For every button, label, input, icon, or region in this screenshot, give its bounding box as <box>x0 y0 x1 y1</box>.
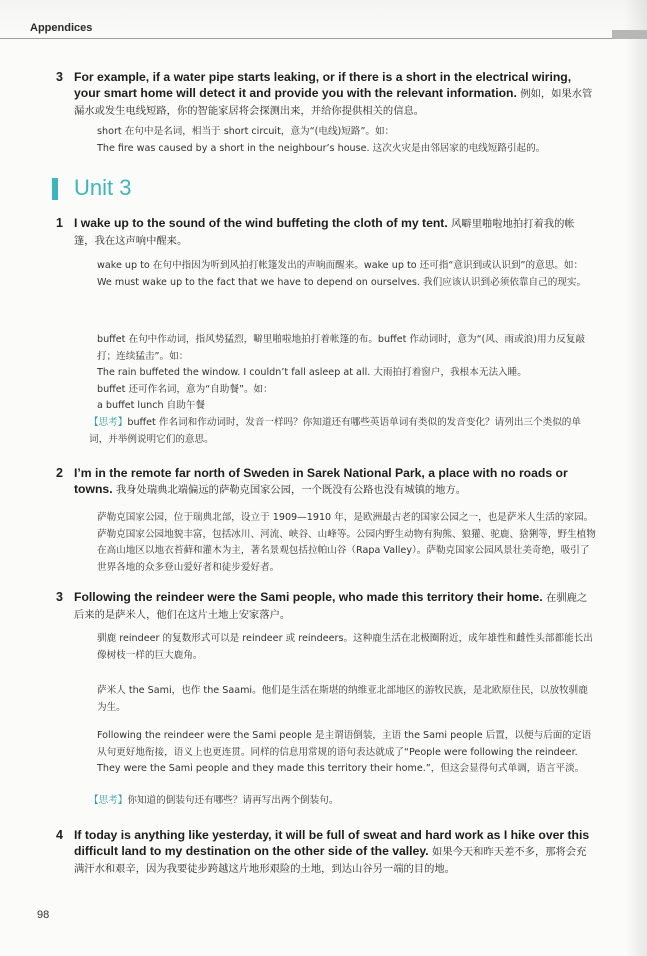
note-example: We must wake up to the fact that we have to depend on ourselves. 我们应该认识到必须依靠自己的现实。 <box>97 276 587 288</box>
key-sentence <box>74 465 594 498</box>
note-block <box>97 332 597 415</box>
think-block <box>89 793 597 810</box>
think-label: 【思考】 <box>89 795 128 806</box>
note-example: a buffet lunch 自助午餐 <box>97 400 206 411</box>
think-block <box>89 415 597 448</box>
page-top-band <box>0 0 647 40</box>
note-block <box>97 258 597 291</box>
sentence-cn: 我身处瑞典北端偏远的萨勒克国家公园，一个既没有公路也没有城镇的地方。 <box>115 484 467 496</box>
note-paragraph: 驯鹿 reindeer 的复数形式可以是 reindeer 或 reindeers。这种鹿生活在北极圈附近，成年雄性和雌性头部都能长出像树枝一样的巨大鹿角。 <box>97 633 593 661</box>
item-number: 3 <box>56 590 63 604</box>
item-number: 4 <box>56 828 63 842</box>
key-sentence <box>74 69 594 119</box>
sentence-cn: 风噼里啪啦地拍打着我的帐篷，我在这声响中醒来。 <box>74 218 575 247</box>
unit-title: Unit 3 <box>74 175 132 200</box>
note-line: short 在句中是名词，相当于 short circuit，意为“(电线)短路”。如： <box>97 126 395 137</box>
header-rule <box>0 38 612 39</box>
note-block <box>97 510 597 576</box>
item-number: 3 <box>56 70 63 84</box>
note-line: wake up to 在句中指因为听到风拍打帐篷发出的声响而醒来。wake up to 还可指“意识到或认识到”的意思。如： <box>97 260 584 271</box>
key-sentence <box>74 215 594 249</box>
page-number: 98 <box>37 909 50 921</box>
note-example: The rain buffeted the window. I couldn’t fall asleep at all. 大雨拍打着窗户，我根本无法入睡。 <box>97 367 527 378</box>
running-header: Appendices <box>30 22 93 34</box>
sentence-cn: 在驯鹿之后来的是萨米人，他们在这片土地上安家落户。 <box>74 592 588 621</box>
sentence-cn: 例如，如果水管漏水或发生电线短路，你的智能家居将会探测出来，并给你提供相关的信息。 <box>74 88 593 117</box>
note-example: The fire was caused by a short in the neighbour’s house. 这次火灾是由邻居家的电线短路引起的。 <box>97 142 546 154</box>
think-text: 你知道的倒装句还有哪些？请再写出两个倒装句。 <box>127 795 339 806</box>
sentence-en: I wake up to the sound of the wind buffeting the cloth of my tent. <box>74 216 448 230</box>
note-block <box>97 124 597 157</box>
key-sentence <box>74 827 594 877</box>
think-label: 【思考】 <box>89 417 128 428</box>
page-edge-shadow <box>625 0 647 956</box>
note-block <box>97 631 597 664</box>
sentence-en: I’m in the remote far north of Sweden in Sarek National Park, a place with no roads or towns. <box>74 466 568 496</box>
note-paragraph: 萨勒克国家公园，位于瑞典北部，设立于 1909—1910 年，是欧洲最古老的国家公园之一，也是萨米人生活的家园。萨勒克国家公园地貌丰富，包括冰川、河流、峡谷、山峰等。公园内野生动物有狗熊、狼獾、驼鹿、猞猁等，野生植物在高山地区以地衣苔藓和灌木为主，著名景观包括拉帕山谷（Rapa Valley）。萨勒克国家公园风景壮美奇绝，吸引了世界各地的众多登山爱好者和徒步爱好者。 <box>97 512 596 573</box>
sentence-en: If today is anything like yesterday, it will be full of sweat and hard work as I hike over this difficult land to my destination on the other side of the valley. <box>74 828 590 858</box>
sentence-cn: 如果今天和昨天差不多，那将会充满汗水和艰辛，因为我要徒步跨越这片地形艰险的土地，到达山谷另一端的目的地。 <box>74 846 587 875</box>
unit-accent-bar <box>52 178 58 200</box>
sentence-en: Following the reindeer were the Sami people, who made this territory their home. <box>74 590 543 604</box>
think-text: buffet 作名词和作动词时，发音一样吗？你知道还有哪些英语单词有类似的发音变化？请列出三个类似的单词，并举例说明它们的意思。 <box>89 417 581 445</box>
item-number: 2 <box>56 466 63 480</box>
header-tab <box>612 30 647 39</box>
note-paragraph: Following the reindeer were the Sami people 是主谓语倒装，主语 the Sami people 后置，以便与后面的定语从句更好地衔接，语义上也更连贯。同样的信息用常规的语句表达就成了“People were following the reindeer. They were the Sami people and they made this territory their home.”，但这会显得句式单调，语言平淡。 <box>97 730 592 774</box>
item-number: 1 <box>56 216 63 230</box>
note-block <box>97 683 597 716</box>
note-block <box>97 728 597 778</box>
note-line: buffet 还可作名词，意为“自助餐”。如： <box>97 383 273 395</box>
note-line: buffet 在句中作动词，指风势猛烈，噼里啪啦地拍打着帐篷的布。buffet 作动词时，意为“(风、雨或浪)用力反复敲打；连续猛击”。如： <box>97 334 585 362</box>
sentence-en: For example, if a water pipe starts leaking, or if there is a short in the electrical wiring, your smart home will detect it and provide you with the relevant information. <box>74 70 572 100</box>
key-sentence <box>74 589 594 623</box>
note-paragraph: 萨米人 the Sami，也作 the Saami。他们是生活在斯堪的纳维亚北部地区的游牧民族，是北欧原住民，以放牧驯鹿为生。 <box>97 685 588 713</box>
